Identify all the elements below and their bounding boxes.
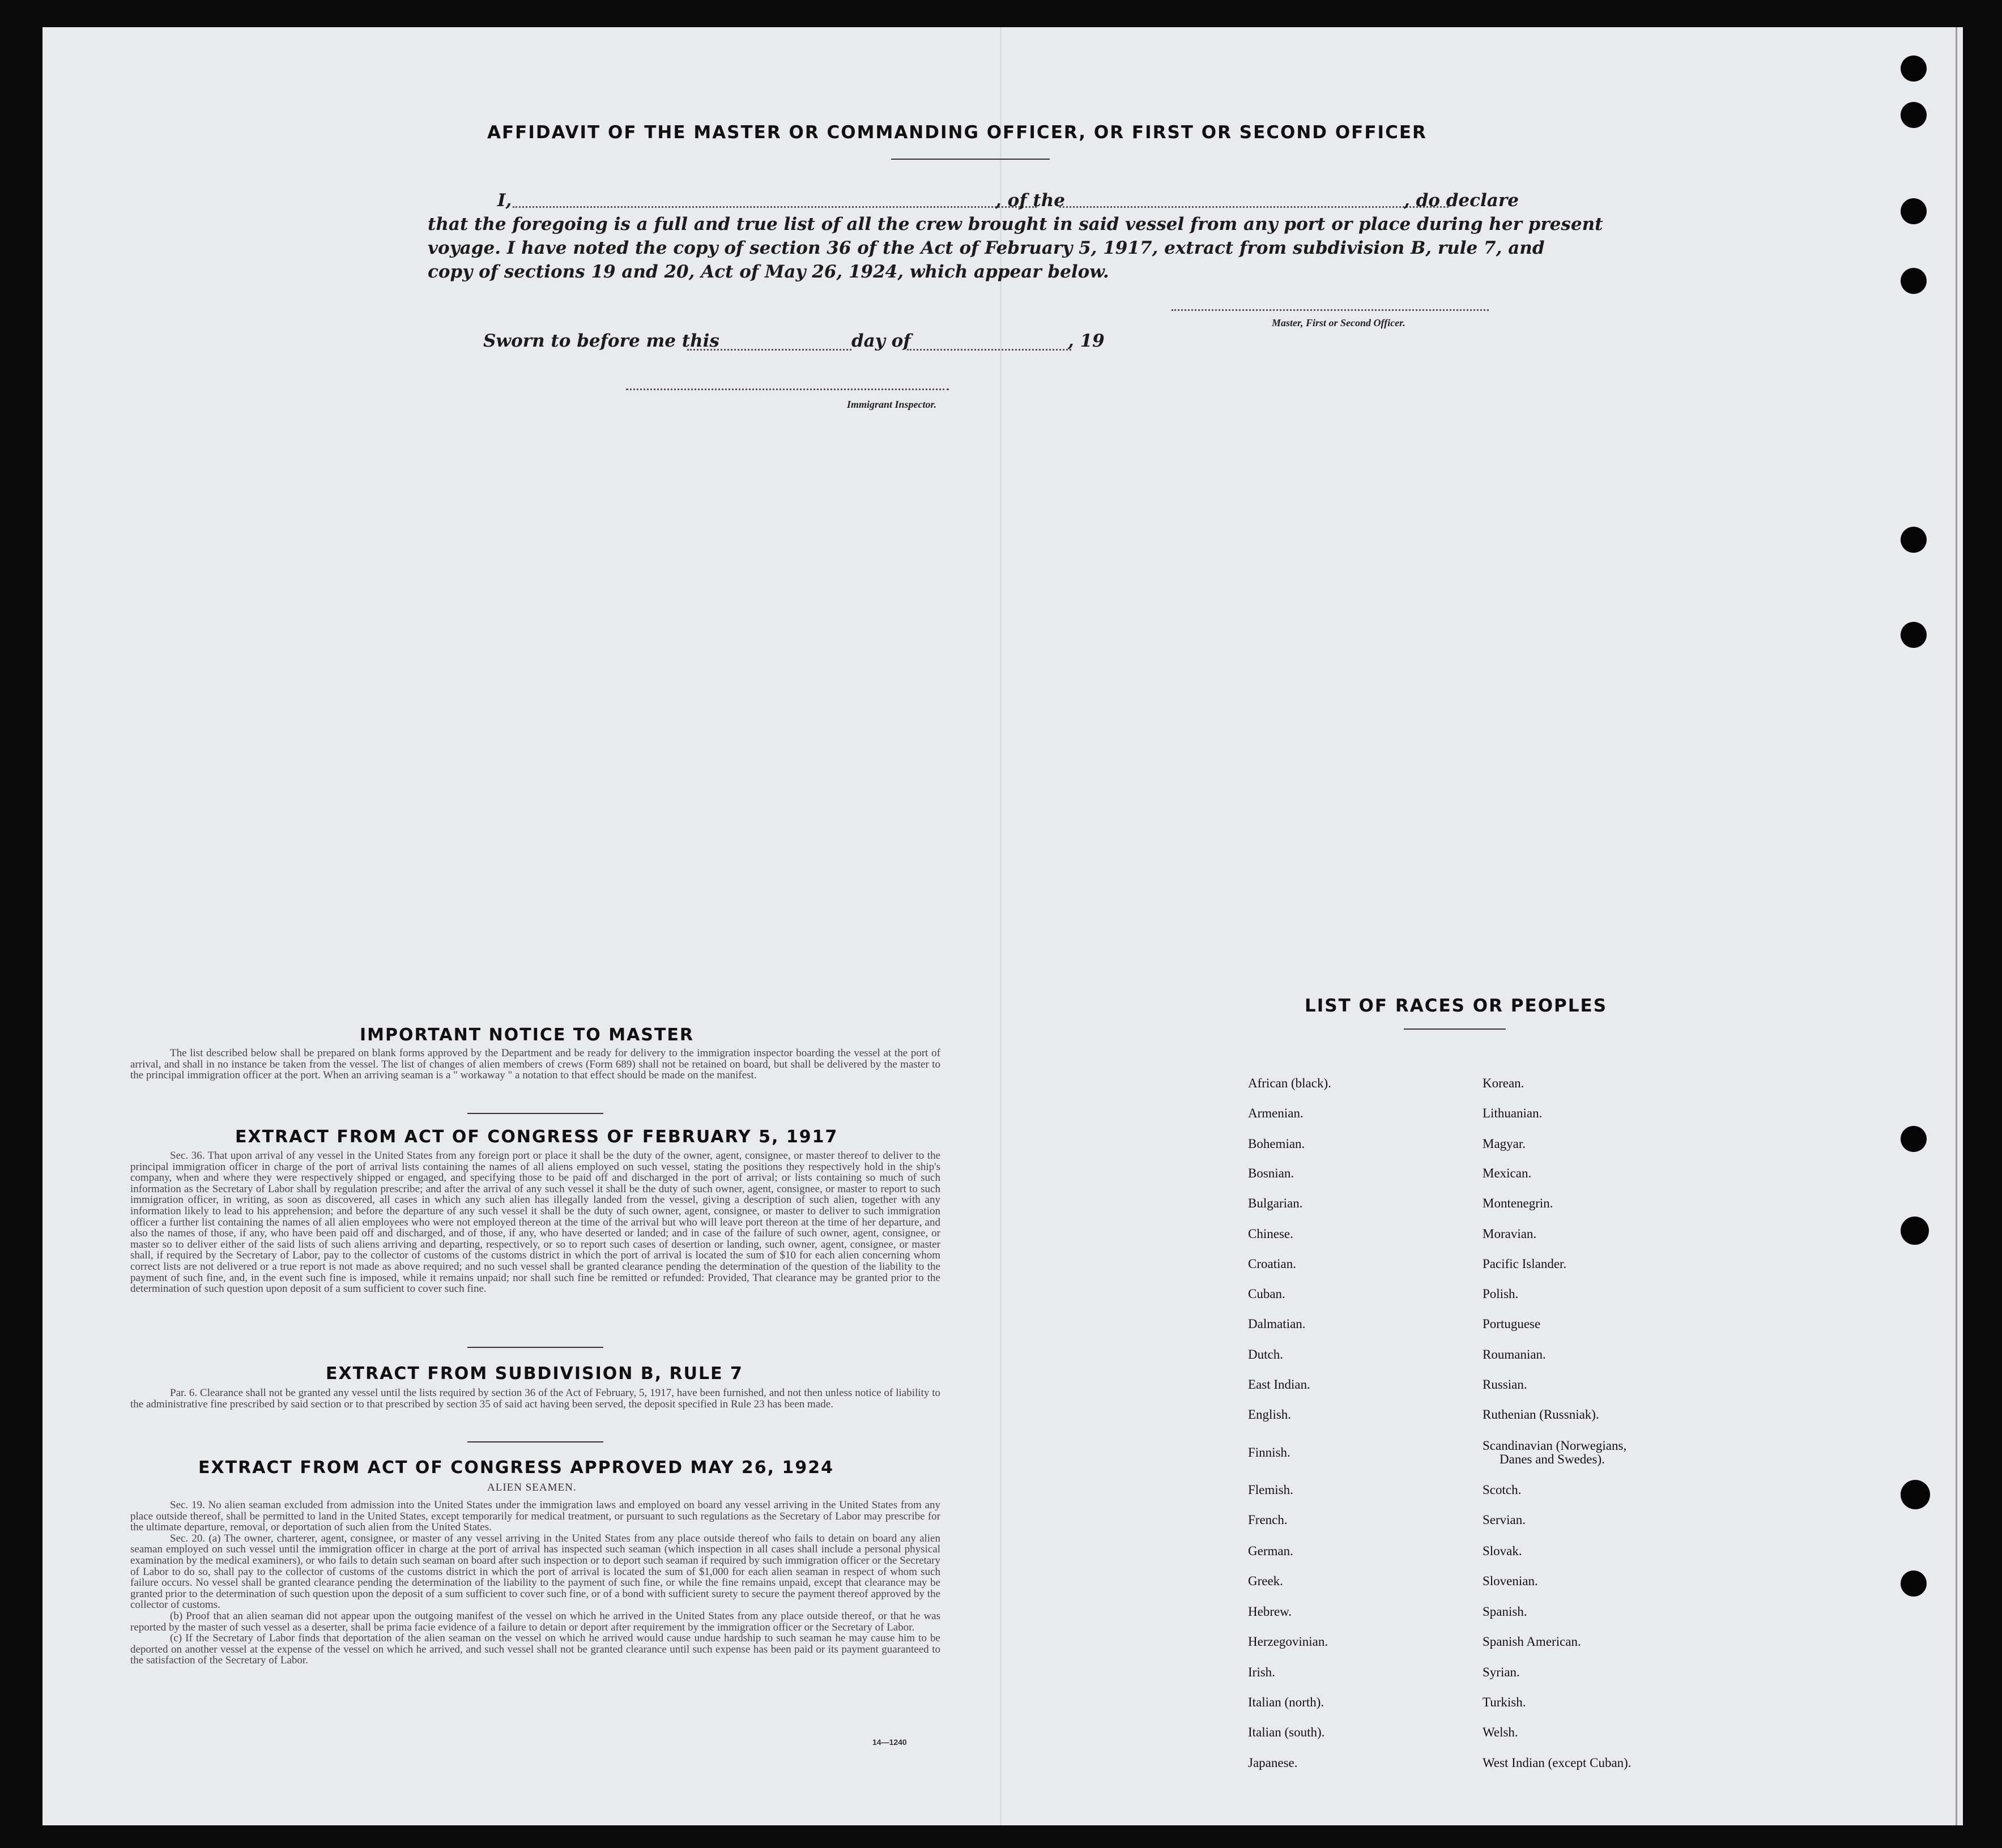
binding-hole: [1901, 102, 1927, 128]
race-item: Scandinavian (Norwegians,: [1483, 1439, 1627, 1453]
races-title: LIST OF RACES OR PEOPLES: [1305, 996, 1608, 1016]
race-item: Korean.: [1483, 1076, 1524, 1090]
rule-7-title: EXTRACT FROM SUBDIVISION B, RULE 7: [326, 1364, 743, 1384]
race-item: East Indian.: [1248, 1377, 1310, 1392]
race-item: Lithuanian.: [1483, 1106, 1543, 1120]
sworn-label: Sworn to before me this: [483, 331, 719, 351]
race-item: African (black).: [1248, 1076, 1331, 1090]
race-item: Flemish.: [1248, 1483, 1293, 1497]
race-item: Moravian.: [1483, 1227, 1537, 1241]
sec-20b: (b) Proof that an alien seaman did not appear upon the outgoing manifest of the vessel on which he arrived in the United States from any place outside thereof, or that he was reported by the master of such vessel as a deserter, shall be prima facie evidence of a failure to detain or deport after requirement by the immigration officer or the Secretary of Labor.: [130, 1610, 940, 1633]
binding-hole: [1901, 1217, 1929, 1245]
race-item: Pacific Islander.: [1483, 1257, 1567, 1271]
race-item: Bosnian.: [1248, 1166, 1294, 1180]
race-item: Welsh.: [1483, 1725, 1518, 1739]
race-item: Spanish.: [1483, 1604, 1527, 1619]
race-item: Mexican.: [1483, 1166, 1532, 1180]
affidavit-line-1: that the foregoing is a full and true list of all the crew brought in said vessel from any port or place during her present: [428, 214, 1603, 234]
race-item: Servian.: [1483, 1513, 1526, 1527]
race-item: Montenegrin.: [1483, 1196, 1553, 1210]
race-item: Bohemian.: [1248, 1137, 1305, 1151]
race-item: Slovak.: [1483, 1544, 1522, 1558]
affidavit-of-the: , of the: [995, 190, 1065, 211]
rule-7-rule: [467, 1441, 603, 1442]
affidavit-i-label: I,: [497, 190, 512, 211]
race-item: Armenian.: [1248, 1106, 1304, 1120]
race-item: English.: [1248, 1407, 1292, 1422]
binding-hole: [1901, 622, 1927, 648]
race-item: Polish.: [1483, 1287, 1519, 1301]
race-item: West Indian (except Cuban).: [1483, 1756, 1632, 1770]
race-item: Greek.: [1248, 1574, 1283, 1588]
page-fold: [1000, 27, 1002, 1825]
race-item: Italian (north).: [1248, 1695, 1324, 1709]
race-item: Roumanian.: [1483, 1347, 1546, 1362]
race-item: Finnish.: [1248, 1445, 1290, 1459]
sworn-month-blank[interactable]: [907, 349, 1071, 351]
extract-1924-subtitle: ALIEN SEAMEN.: [487, 1482, 577, 1493]
race-item: Chinese.: [1248, 1227, 1293, 1241]
affidavit-title: AFFIDAVIT OF THE MASTER OR COMMANDING OFFICER, OR FIRST OR SECOND OFFICER: [487, 122, 1427, 143]
binding-hole: [1901, 268, 1927, 294]
races-title-rule: [1404, 1028, 1506, 1030]
extract-1917-rule: [467, 1347, 603, 1348]
race-item: Dutch.: [1248, 1347, 1283, 1362]
race-item: Russian.: [1483, 1377, 1527, 1392]
inspector-caption: Immigrant Inspector.: [847, 399, 937, 410]
race-item: Turkish.: [1483, 1695, 1526, 1709]
extract-1924-title: EXTRACT FROM ACT OF CONGRESS APPROVED MAY 26, 1924: [198, 1458, 834, 1478]
signature-blank[interactable]: [1172, 309, 1489, 311]
affidavit-line-2: voyage. I have noted the copy of section 36 of the Act of February 5, 1917, extract from subdivision B, rule 7, and: [428, 238, 1545, 258]
inspector-signature-blank[interactable]: [626, 389, 949, 390]
race-item: French.: [1248, 1513, 1288, 1527]
name-blank[interactable]: [513, 206, 1037, 208]
race-item: Syrian.: [1483, 1665, 1520, 1679]
race-item: Japanese.: [1248, 1756, 1298, 1770]
affidavit-do-declare: , do declare: [1404, 190, 1519, 211]
race-item: Croatian.: [1248, 1257, 1296, 1271]
sec-20c: (c) If the Secretary of Labor finds that deportation of the alien seaman on the vessel on which he arrived would cause undue hardship to such seaman he may cause him to be deported on another vessel at the expense of the vessel on which he arrived, and such vessel shall not be granted clearance until such expense has been paid or its payment guaranteed to the satisfaction of the Secretary of Labor.: [130, 1632, 940, 1667]
race-item: Dalmatian.: [1248, 1317, 1306, 1331]
binding-hole: [1901, 1480, 1930, 1509]
race-item: Slovenian.: [1483, 1574, 1538, 1588]
race-item: Hebrew.: [1248, 1604, 1292, 1619]
race-item: Cuban.: [1248, 1287, 1285, 1301]
affidavit-line-3: copy of sections 19 and 20, Act of May 26, 1924, which appear below.: [428, 262, 1109, 282]
form-number: 14—1240: [872, 1738, 907, 1747]
binding-hole: [1901, 1126, 1927, 1152]
race-item-continuation: Danes and Swedes).: [1500, 1452, 1605, 1466]
sec-19: Sec. 19. No alien seaman excluded from admission into the United States under the immigration laws and employed on board any vessel arriving in the United States from any place outside thereof, shall be permitted to land in the United States, except temporarily for medical treatment, or pursuant to such regulations as the Secretary of Labor may prescribe for the ultimate departure, removal, or deportation of such alien from the United States.: [130, 1499, 940, 1534]
binding-hole: [1901, 527, 1927, 553]
title-rule: [891, 159, 1050, 160]
day-of-label: day of: [851, 331, 911, 351]
page-edge: [1956, 27, 1957, 1825]
race-item: Herzegovinian.: [1248, 1634, 1328, 1649]
notice-text: The list described below shall be prepared on blank forms approved by the Department and be ready for delivery to the immigration inspector boarding the vessel at the port of arrival, and shall in no instance be taken from the vessel. The list of changes of alien members of crews (Form 689) shall not be retained on board, but shall be delivered by the master to the principal immigration officer at the port. When an arriving seaman is a " workaway " a notation to that effect should be made on the manifest.: [130, 1047, 940, 1082]
form-page: [42, 27, 1963, 1825]
extract-1917-title: EXTRACT FROM ACT OF CONGRESS OF FEBRUARY 5, 1917: [235, 1127, 838, 1147]
signature-caption: Master, First or Second Officer.: [1272, 317, 1405, 328]
extract-1924-text: [130, 1500, 940, 1666]
race-item: German.: [1248, 1544, 1293, 1558]
notice-rule: [467, 1113, 603, 1114]
rule-7-text: Par. 6. Clearance shall not be granted any vessel until the lists required by section 36 of the Act of February, 5, 1917, have been furnished, and not then unless notice of liability to the administrative fine prescribed by said section or to that prescribed by section 35 of said act having been served, the deposit specified in Rule 23 has been made.: [130, 1387, 940, 1410]
race-item: Spanish American.: [1483, 1634, 1581, 1649]
vessel-blank[interactable]: [1059, 206, 1449, 208]
binding-hole: [1901, 56, 1927, 82]
race-item: Bulgarian.: [1248, 1196, 1303, 1210]
notice-title: IMPORTANT NOTICE TO MASTER: [360, 1025, 694, 1045]
extract-1917-text: Sec. 36. That upon arrival of any vessel in the United States from any foreign port or place it shall be the duty of the owner, agent, consignee, or master thereof to deliver to the principal immigration officer in charge of the port of arrival lists containing the names of all aliens employed on such vessel, stating the positions they respectively hold in the ship's company, when and where they were respectively shipped or engaged, and specifying those to be paid off and discharged in the port of arrival; or lists containing so much of such information as the Secretary of Labor shall by regulation prescribe; and after the arrival of any such vessel it shall be the duty of such owner, agent, consignee, or master to report to such immigration officer, in writing, as soon as discovered, all cases in which any such alien has illegally landed from the vessel, giving a description of such alien, together with any information likely to lead to his apprehension; and before the departure of any such vessel it shall be the duty of such owner, agent, consignee, or master to deliver to such immigration officer a further list containing the names of all alien employees who were not employed thereon at the time of the arrival but who will leave port thereon at the time of her departure, and also the names of those, if any, who have been paid off and discharged, and of those, if any, who have deserted or landed; and in case of the failure of such owner, agent, consignee, or master so to deliver either of the said lists of such aliens arriving and departing, respectively, or so to report such cases of desertion or landing, such owner, agent, consignee, or master shall, if required by the Secretary of Labor, pay to the collector of customs of the customs district in which the port of arrival is located the sum of $10 for each alien concerning whom correct lists are not delivered or a true report is not made as above required; and no such vessel shall be granted clearance pending the determination of the question of the liability to the payment of such fine, and, in the event such fine is imposed, while it remains unpaid; nor shall such fine be remitted or refunded: Provided, That clearance may be granted prior to the determination of such question upon deposit of a sum sufficient to cover such fine.: [130, 1150, 940, 1295]
race-item: Scotch.: [1483, 1483, 1522, 1497]
race-item: Ruthenian (Russniak).: [1483, 1407, 1599, 1422]
race-item: Italian (south).: [1248, 1725, 1325, 1739]
race-item: Magyar.: [1483, 1137, 1526, 1151]
sworn-day-blank[interactable]: [687, 349, 851, 351]
binding-hole: [1901, 198, 1927, 224]
race-item: Portuguese: [1483, 1317, 1541, 1331]
year-label: , 19: [1068, 331, 1105, 351]
race-item: Irish.: [1248, 1665, 1275, 1679]
binding-hole: [1901, 1570, 1927, 1597]
sec-20a: Sec. 20. (a) The owner, charterer, agent, consignee, or master of any vessel arriving in the United States from any place outside thereof who fails to detain on board any alien seaman employed on such vessel until the immigration officer in charge at the port of arrival has inspected such seaman (which inspection in all cases shall include a personal physical examination by the medical examiners), or who fails to detain such seaman on board after such inspection or to deport such seaman if required by such immigration officer or the Secretary of Labor to do so, shall pay to the collector of customs of the customs district in which the port of arrival is located the sum of $1,000 for each alien seaman in respect of whom such failure occurs. No vessel shall be granted clearance pending the determination of the liability to the payment of such fine, or while the fine remains unpaid, except that clearance may be granted prior to the determination of such question upon the deposit of a sum sufficient to cover such fine, or of a bond with sufficient surety to secure the payment thereof approved by the collector of customs.: [130, 1532, 940, 1611]
